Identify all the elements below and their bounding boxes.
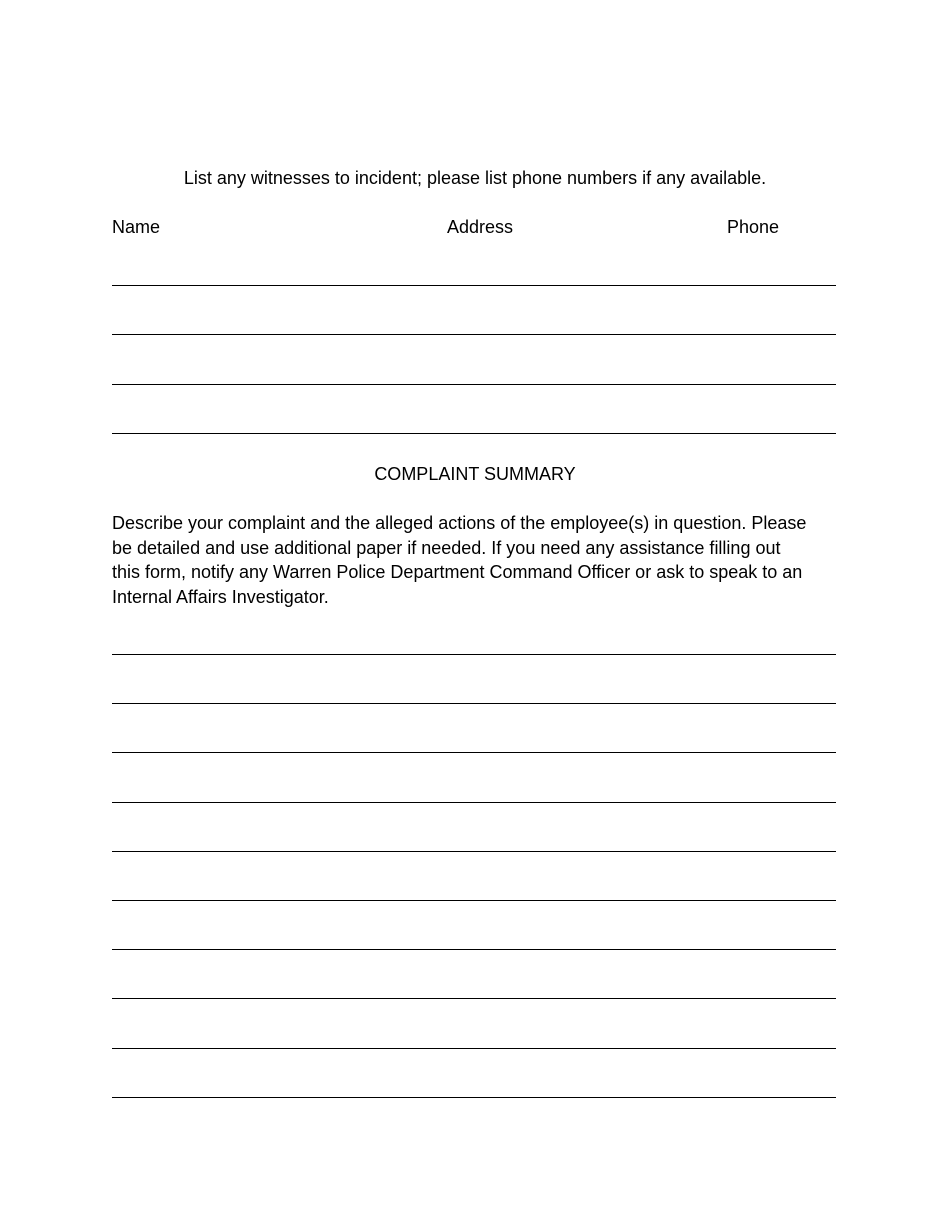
- summary-entry-line-3[interactable]: [112, 752, 836, 753]
- column-header-name: Name: [112, 217, 161, 237]
- summary-entry-line-1[interactable]: [112, 654, 836, 655]
- witness-instruction: List any witnesses to incident; please list phone numbers if any available.: [183, 168, 767, 188]
- witness-entry-line-3[interactable]: [112, 384, 836, 385]
- column-header-phone: Phone: [727, 217, 780, 237]
- column-header-address: Address: [447, 217, 514, 237]
- witness-entry-line-1[interactable]: [112, 285, 836, 286]
- summary-entry-line-8[interactable]: [112, 998, 836, 999]
- complaint-summary-description: Describe your complaint and the alleged actions of the employee(s) in question. Please be detailed and use additional paper if needed. If you need any assistance filling out this form, notify any Warren Police Department Command Officer or ask to speak to an Internal Affairs Investigator.: [112, 513, 807, 607]
- witness-entry-line-2[interactable]: [112, 334, 836, 335]
- summary-entry-line-6[interactable]: [112, 900, 836, 901]
- summary-entry-line-10[interactable]: [112, 1097, 836, 1098]
- summary-entry-line-9[interactable]: [112, 1048, 836, 1049]
- complaint-summary-title: COMPLAINT SUMMARY: [374, 464, 576, 484]
- witness-entry-line-4[interactable]: [112, 433, 836, 434]
- summary-entry-line-5[interactable]: [112, 851, 836, 852]
- summary-entry-line-2[interactable]: [112, 703, 836, 704]
- summary-entry-line-7[interactable]: [112, 949, 836, 950]
- summary-entry-line-4[interactable]: [112, 802, 836, 803]
